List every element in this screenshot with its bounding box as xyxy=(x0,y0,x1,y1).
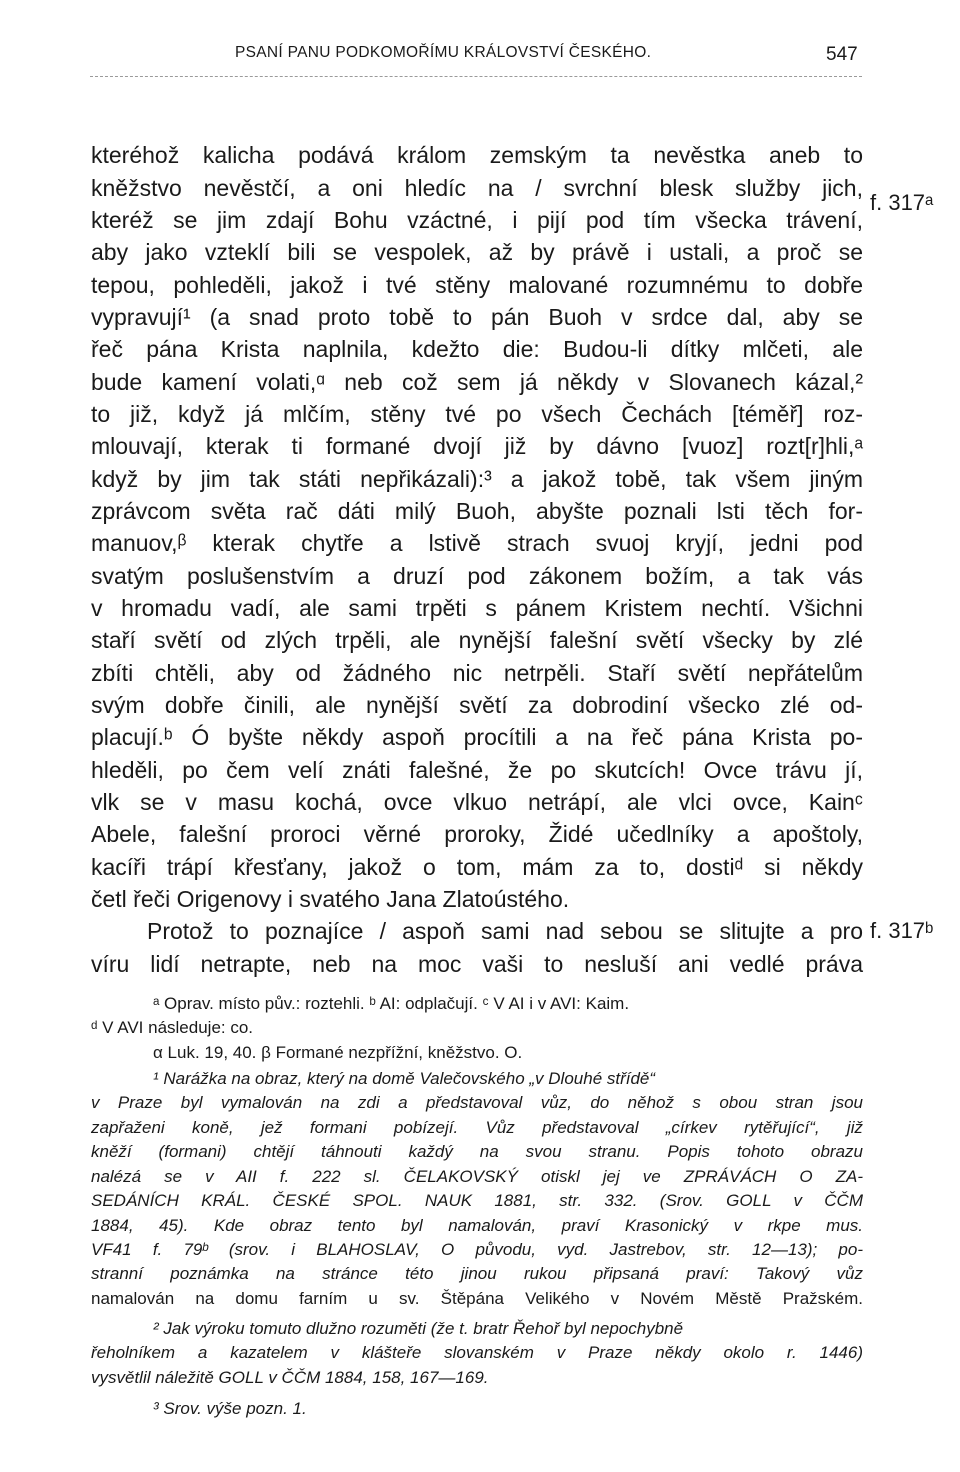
footnote-line: SEDÁNÍCH KRÁL. ČESKÉ SPOL. NAUK 1881, str. 332. (Srov. GOLL v ČČM xyxy=(91,1191,863,1210)
header-rule xyxy=(90,76,862,77)
folio-marker: f. 317ᵃ xyxy=(870,190,934,215)
body-line: Abele, falešní proroci věrné proroky, Židé učedlníky a apoštoly, xyxy=(91,821,863,847)
body-line: aby jako vzteklí bili se vespolek, až by právě i ustali, a proč se xyxy=(91,239,863,265)
body-line: vlk se v masu kochá, ovce vlkuo netrápí, ale vlci ovce, Kainᶜ xyxy=(91,789,863,815)
body-line: kněžstvo nevěstčí, a oni hledíc na / svrchní blesk služby jich, xyxy=(91,175,863,201)
footnote-line: VF41 f. 79ᵇ (srov. i BLAHOSLAV, O původu, vyd. Jastrebov, str. 12—13); po- xyxy=(91,1240,863,1259)
body-line: četl řeči Origenovy i svatého Jana Zlatoústého. xyxy=(91,886,570,912)
footnote-line: 1884, 45). Kde obraz tento byl namalován, praví Krasonický v rkpe mus. xyxy=(91,1216,863,1235)
body-line: manuov,ᵝ kterak chytře a lstivě strach svuoj kryjí, jedni pod xyxy=(91,530,863,556)
body-line: řeč pána Krista naplnila, kdežto die: Budou-li dítky mlčeti, ale xyxy=(91,336,863,362)
body-line: mlouvají, kterak ti formané dvojí již by dávno [vuoz] rozt[r]hli,ᵃ xyxy=(91,433,863,459)
body-line: zbíti chtěli, aby od žádného nic netrpěli. Staří světí nepřátelům xyxy=(91,660,863,686)
footnote-line: ² Jak výroku tomuto dlužno rozuměti (že t. bratr Řehoř byl nepochybně xyxy=(153,1319,684,1338)
page-number: 547 xyxy=(826,44,858,65)
footnote-line: nalézá se v AII f. 222 sl. ČELAKOVSKÝ otiskl jej ve ZPRÁVÁCH O ZA- xyxy=(91,1167,863,1186)
body-line: svatým poslušenstvím a druzí pod zákonem božím, a tak vás xyxy=(91,563,863,589)
footnote-line: kněží (formani) chtějí táhnouti každý na svou stranu. Popis tohoto obrazu xyxy=(91,1142,863,1161)
body-line: staří světí od zlých trpěli, ale nynější falešní světí všecky by zlé xyxy=(91,627,863,653)
body-line: kacíři trápí křesťany, jakož o tom, mám za to, dostiᵈ si někdy xyxy=(91,854,863,880)
footnote-line: stranní poznámka na stránce této jinou rukou připsaná praví: Takový vůz xyxy=(91,1264,863,1283)
body-line: tepou, pohleděli, jakož i tvé stěny malované rozumnému to dobře xyxy=(91,272,863,298)
body-line: to již, když já mlčím, stěny tvé po všech Čechách [téměř] roz- xyxy=(91,401,863,427)
footnote-line: zapřaženi koně, jež formani pobízejí. Vůz představoval „církev rytěřující“, již xyxy=(91,1118,863,1137)
footnote-line: ³ Srov. výše pozn. 1. xyxy=(153,1399,307,1418)
footnote-line: namalován na domu farním u sv. Štěpána Velikého v Novém Městě Pražském. xyxy=(91,1289,863,1308)
body-line: bude kamení volati,ᵅ neb což sem já někdy v Slovanech kázal,² xyxy=(91,369,863,395)
body-line: kteréhož kalicha podává králom zemským ta nevěstka aneb to xyxy=(91,142,863,168)
footnote-line: ᵃ Oprav. místo pův.: roztehli. ᵇ AI: odplačují. ᶜ V AI i v AVI: Kaim. xyxy=(153,994,630,1013)
folio-marker: f. 317ᵇ xyxy=(870,918,934,943)
body-line: hleděli, po čem velí znáti falešné, že po skutcích! Ovce trávu jí, xyxy=(91,757,863,783)
footnote-line: řeholníkem a kazatelem v klášteře slovanském v Praze někdy okolo r. 1446) xyxy=(91,1343,863,1362)
footnote-line: ᵈ V AVI následuje: co. xyxy=(91,1018,254,1037)
body-line: když by jim tak státi nepřikázali):³ a jakož tobě, tak všem jiným xyxy=(91,466,863,492)
body-line: placují.ᵇ Ó byšte někdy aspoň procítili a na řeč pána Krista po- xyxy=(91,724,863,750)
body-line: zprávcom světa rač dáti milý Buoh, abyšte poznali lsti těch for- xyxy=(91,498,863,524)
footnote-line: ¹ Narážka na obraz, který na domě Valečovského „v Dlouhé střídě“ xyxy=(153,1069,656,1088)
body-line: víru lidí netrapte, neb na moc vaši to nesluší ani vedlé práva xyxy=(91,951,863,977)
footnote-line: vysvětlil náležitě GOLL v ČČM 1884, 158, 167—169. xyxy=(91,1368,489,1387)
footnote-line: v Praze byl vymalován na zdi a představoval vůz, do něhož s obou stran jsou xyxy=(91,1093,863,1112)
body-line: kteréž se jim zdají Bohu vzáctné, i pijí pod tím všecka trávení, xyxy=(91,207,863,233)
body-line: vypravují¹ (a snad proto tobě to pán Buoh v srdce dal, aby se xyxy=(91,304,863,330)
body-line: svým dobře činili, ale nynější světí za dobrodiní všecko zlé od- xyxy=(91,692,863,718)
body-line: Protož to poznajíce / aspoň sami nad sebou se slitujte a pro xyxy=(147,918,863,944)
body-line: v hromadu vadí, ale sami trpěti s pánem Kristem nechtí. Všichni xyxy=(91,595,863,621)
footnote-line: α Luk. 19, 40. β Formané nezpřížní, kněžstvo. O. xyxy=(153,1043,523,1062)
running-head: PSANÍ PANU PODKOMOŘÍMU KRÁLOVSTVÍ ČESKÉHO. xyxy=(235,44,652,61)
